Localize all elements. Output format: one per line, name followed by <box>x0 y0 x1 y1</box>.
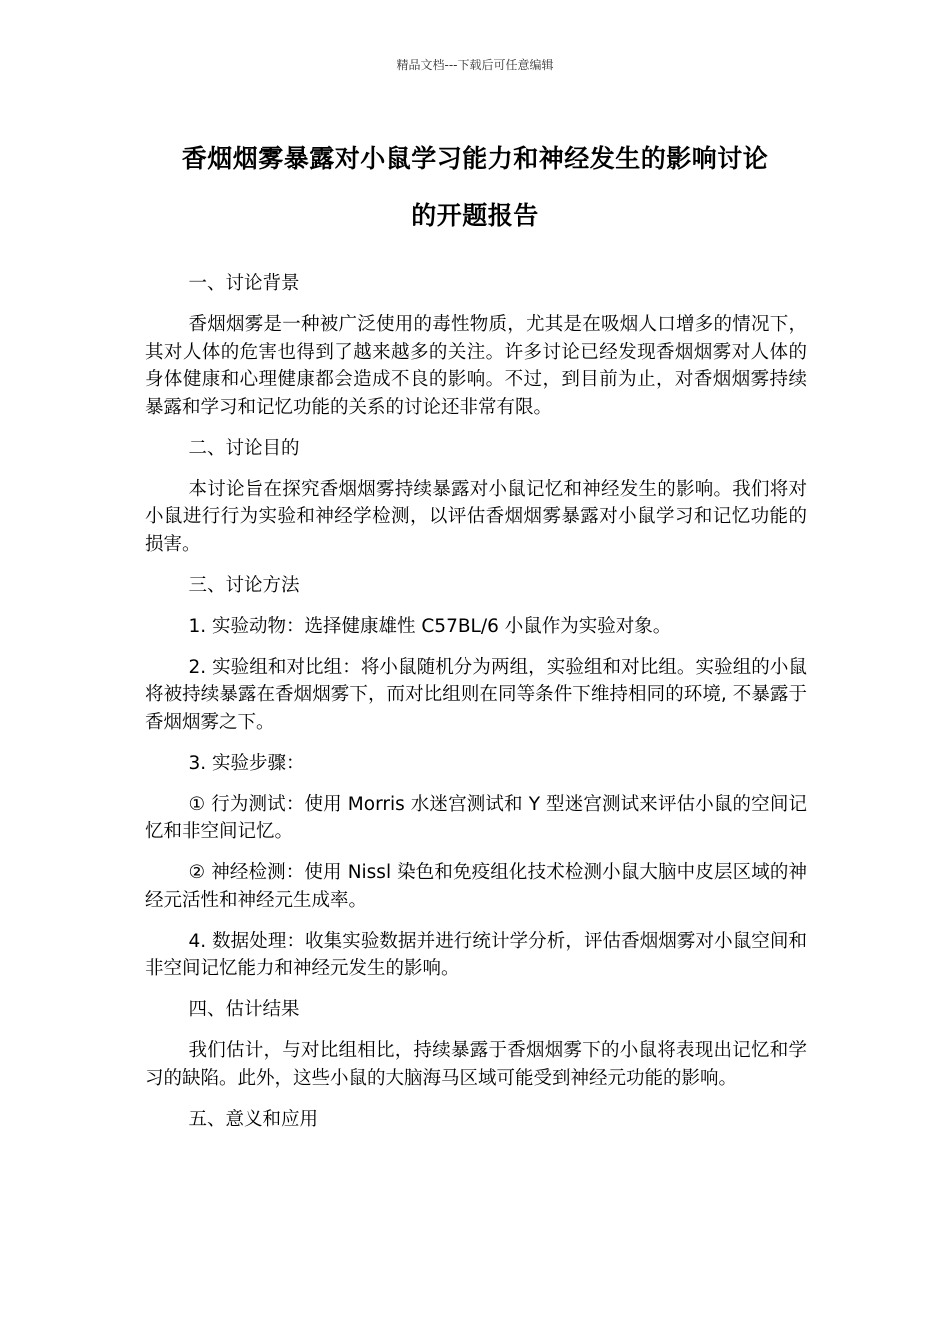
document-body <box>145 270 807 1147</box>
section-heading-background: 一、讨论背景 <box>188 273 300 294</box>
method-step-neuro-test: ② 神经检测：使用 Nissl 染色和免疫组化技术检测小鼠大脑中皮层区域的神经元活性和神经元生成率。 <box>145 862 807 911</box>
method-item-groups: 2. 实验组和对比组：将小鼠随机分为两组，实验组和对比组。实验组的小鼠将被持续暴露在香烟烟雾下，而对比组则在同等条件下维持相同的环境, 不暴露于香烟烟雾之下。 <box>145 656 807 733</box>
title-line-1: 香烟烟雾暴露对小鼠学习能力和神经发生的影响讨论 <box>181 144 769 173</box>
method-item-data-processing: 4. 数据处理：收集实验数据并进行统计学分析，评估香烟烟雾对小鼠空间和非空间记忆能力和神经元发生的影响。 <box>145 930 807 979</box>
paragraph-purpose: 本讨论旨在探究香烟烟雾持续暴露对小鼠记忆和神经发生的影响。我们将对小鼠进行行为实验和神经学检测，以评估香烟烟雾暴露对小鼠学习和记忆功能的损害。 <box>145 478 807 555</box>
method-item-steps: 3. 实验步骤： <box>188 752 305 774</box>
section-heading-expected-results: 四、估计结果 <box>188 999 300 1020</box>
title-line-2: 的开题报告 <box>411 201 539 230</box>
section-heading-methods: 三、讨论方法 <box>188 574 300 596</box>
method-step-behavior-test: ① 行为测试：使用 Morris 水迷宫测试和 Y 型迷宫测试来评估小鼠的空间记忆和非空间记忆。 <box>145 793 807 842</box>
paragraph-background: 香烟烟雾是一种被广泛使用的毒性物质，尤其是在吸烟人口增多的情况下，其对人体的危害也得到了越来越多的关注。许多讨论已经发现香烟烟雾对人体的身体健康和心理健康都会造成不良的影响。不过，到目前为止，对香烟烟雾持续暴露和学习和记忆功能的关系的讨论还非常有限。 <box>145 314 807 418</box>
method-item-animals: 1. 实验动物：选择健康雄性 C57BL/6 小鼠作为实验对象。 <box>188 615 672 637</box>
section-heading-significance: 五、意义和应用 <box>188 1108 318 1130</box>
document-title <box>130 130 820 244</box>
paragraph-expected-results: 我们估计，与对比组相比，持续暴露于香烟烟雾下的小鼠将表现出记忆和学习的缺陷。此外，这些小鼠的大脑海马区域可能受到神经元功能的影响。 <box>145 1040 807 1089</box>
section-heading-purpose: 二、讨论目的 <box>188 437 300 459</box>
page-header: 精品文档---下载后可任意编辑 <box>396 58 554 72</box>
